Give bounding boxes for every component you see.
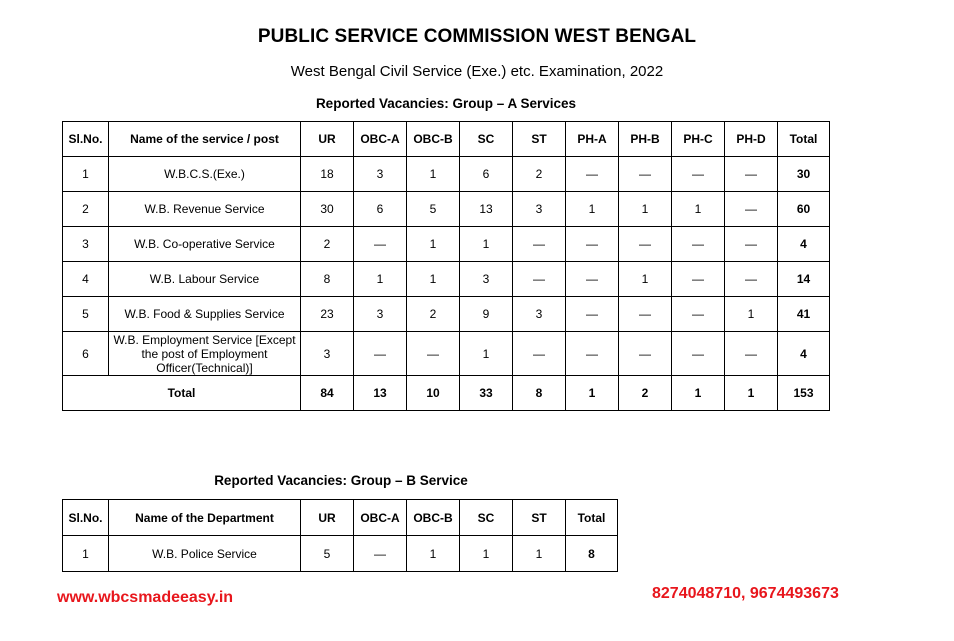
col-header-total: Total [566, 500, 618, 536]
cell-total: 4 [778, 332, 830, 376]
total-ph-b: 2 [619, 376, 672, 411]
total-label: Total [63, 376, 301, 411]
table-row [63, 297, 830, 332]
cell-ur: 3 [301, 332, 354, 376]
cell-total: 4 [778, 227, 830, 262]
cell-st: — [513, 332, 566, 376]
group-a-table [62, 121, 830, 411]
table-row [63, 157, 830, 192]
cell-obc-a: — [354, 536, 407, 572]
cell-ph-c: — [672, 227, 725, 262]
total-sc: 33 [460, 376, 513, 411]
cell-ur: 2 [301, 227, 354, 262]
total-row [63, 376, 830, 411]
cell-ph-b: — [619, 332, 672, 376]
col-header-st: ST [513, 122, 566, 157]
cell-service: W.B.C.S.(Exe.) [109, 157, 301, 192]
cell-st: 1 [513, 536, 566, 572]
cell-st: 2 [513, 157, 566, 192]
cell-obc-b: 1 [407, 227, 460, 262]
cell-department: W.B. Police Service [109, 536, 301, 572]
cell-ph-d: — [725, 192, 778, 227]
table-row [63, 192, 830, 227]
cell-obc-a: — [354, 227, 407, 262]
total-ur: 84 [301, 376, 354, 411]
page-title: PUBLIC SERVICE COMMISSION WEST BENGAL [257, 26, 697, 47]
col-header-obc-a: OBC-A [354, 500, 407, 536]
total-obc-a: 13 [354, 376, 407, 411]
cell-ur: 5 [301, 536, 354, 572]
cell-obc-a: 3 [354, 157, 407, 192]
cell-ur: 30 [301, 192, 354, 227]
cell-ph-a: — [566, 227, 619, 262]
cell-ph-d: — [725, 332, 778, 376]
cell-service: W.B. Employment Service [Except the post of Employment Officer(Technical)] [109, 332, 301, 376]
cell-ph-d: — [725, 227, 778, 262]
cell-obc-a: 6 [354, 192, 407, 227]
col-header-ph-a: PH-A [566, 122, 619, 157]
col-header-total: Total [778, 122, 830, 157]
cell-ph-a: — [566, 297, 619, 332]
cell-obc-a: — [354, 332, 407, 376]
cell-obc-a: 3 [354, 297, 407, 332]
cell-slno: 1 [63, 536, 109, 572]
total-grand: 153 [778, 376, 830, 411]
cell-ph-d: — [725, 262, 778, 297]
cell-slno: 5 [63, 297, 109, 332]
cell-sc: 9 [460, 297, 513, 332]
cell-ph-a: 1 [566, 192, 619, 227]
cell-sc: 1 [460, 332, 513, 376]
cell-service: W.B. Revenue Service [109, 192, 301, 227]
table-row [63, 536, 618, 572]
cell-service: W.B. Co-operative Service [109, 227, 301, 262]
cell-ph-b: — [619, 227, 672, 262]
cell-slno: 1 [63, 157, 109, 192]
cell-service: W.B. Labour Service [109, 262, 301, 297]
total-obc-b: 10 [407, 376, 460, 411]
cell-sc: 1 [460, 227, 513, 262]
col-header-slno: Sl.No. [63, 500, 109, 536]
cell-slno: 6 [63, 332, 109, 376]
col-header-service: Name of the service / post [109, 122, 301, 157]
cell-obc-b: 1 [407, 157, 460, 192]
cell-ph-b: 1 [619, 192, 672, 227]
col-header-st: ST [513, 500, 566, 536]
cell-slno: 2 [63, 192, 109, 227]
cell-obc-b: 1 [407, 536, 460, 572]
cell-ph-b: 1 [619, 262, 672, 297]
cell-obc-b: 5 [407, 192, 460, 227]
cell-ur: 8 [301, 262, 354, 297]
col-header-ph-c: PH-C [672, 122, 725, 157]
cell-sc: 3 [460, 262, 513, 297]
group-b-header-row [63, 500, 618, 536]
col-header-obc-b: OBC-B [407, 500, 460, 536]
cell-st: 3 [513, 297, 566, 332]
cell-ph-b: — [619, 297, 672, 332]
col-header-ur: UR [301, 500, 354, 536]
page-subtitle: West Bengal Civil Service (Exe.) etc. Examination, 2022 [290, 63, 664, 80]
col-header-department: Name of the Department [109, 500, 301, 536]
cell-ph-c: 1 [672, 192, 725, 227]
cell-sc: 13 [460, 192, 513, 227]
cell-total: 60 [778, 192, 830, 227]
cell-ph-a: — [566, 332, 619, 376]
col-header-ur: UR [301, 122, 354, 157]
cell-obc-b: 1 [407, 262, 460, 297]
col-header-obc-b: OBC-B [407, 122, 460, 157]
total-ph-c: 1 [672, 376, 725, 411]
cell-ph-d: — [725, 157, 778, 192]
group-a-caption: Reported Vacancies: Group – A Services [315, 96, 577, 111]
col-header-ph-b: PH-B [619, 122, 672, 157]
group-b-table [62, 499, 618, 572]
table-row [63, 332, 830, 376]
cell-service: W.B. Food & Supplies Service [109, 297, 301, 332]
cell-st: — [513, 262, 566, 297]
contact-phones: 8274048710, 9674493673 [652, 585, 839, 602]
total-ph-a: 1 [566, 376, 619, 411]
table-row [63, 227, 830, 262]
col-header-sc: SC [460, 122, 513, 157]
cell-obc-b: 2 [407, 297, 460, 332]
cell-total: 8 [566, 536, 618, 572]
cell-st: — [513, 227, 566, 262]
table-row [63, 262, 830, 297]
cell-ph-c: — [672, 262, 725, 297]
cell-slno: 3 [63, 227, 109, 262]
cell-ph-d: 1 [725, 297, 778, 332]
cell-ph-a: — [566, 262, 619, 297]
total-ph-d: 1 [725, 376, 778, 411]
cell-ur: 23 [301, 297, 354, 332]
group-b-caption: Reported Vacancies: Group – B Service [214, 473, 468, 488]
website-link[interactable]: www.wbcsmadeeasy.in [57, 589, 234, 606]
cell-total: 30 [778, 157, 830, 192]
cell-obc-b: — [407, 332, 460, 376]
cell-slno: 4 [63, 262, 109, 297]
col-header-sc: SC [460, 500, 513, 536]
cell-sc: 6 [460, 157, 513, 192]
col-header-slno: Sl.No. [63, 122, 109, 157]
cell-total: 41 [778, 297, 830, 332]
cell-ph-c: — [672, 157, 725, 192]
col-header-obc-a: OBC-A [354, 122, 407, 157]
cell-sc: 1 [460, 536, 513, 572]
cell-ph-c: — [672, 332, 725, 376]
cell-ur: 18 [301, 157, 354, 192]
total-st: 8 [513, 376, 566, 411]
group-a-header-row [63, 122, 830, 157]
col-header-ph-d: PH-D [725, 122, 778, 157]
cell-st: 3 [513, 192, 566, 227]
cell-ph-c: — [672, 297, 725, 332]
cell-total: 14 [778, 262, 830, 297]
cell-obc-a: 1 [354, 262, 407, 297]
cell-ph-a: — [566, 157, 619, 192]
cell-ph-b: — [619, 157, 672, 192]
